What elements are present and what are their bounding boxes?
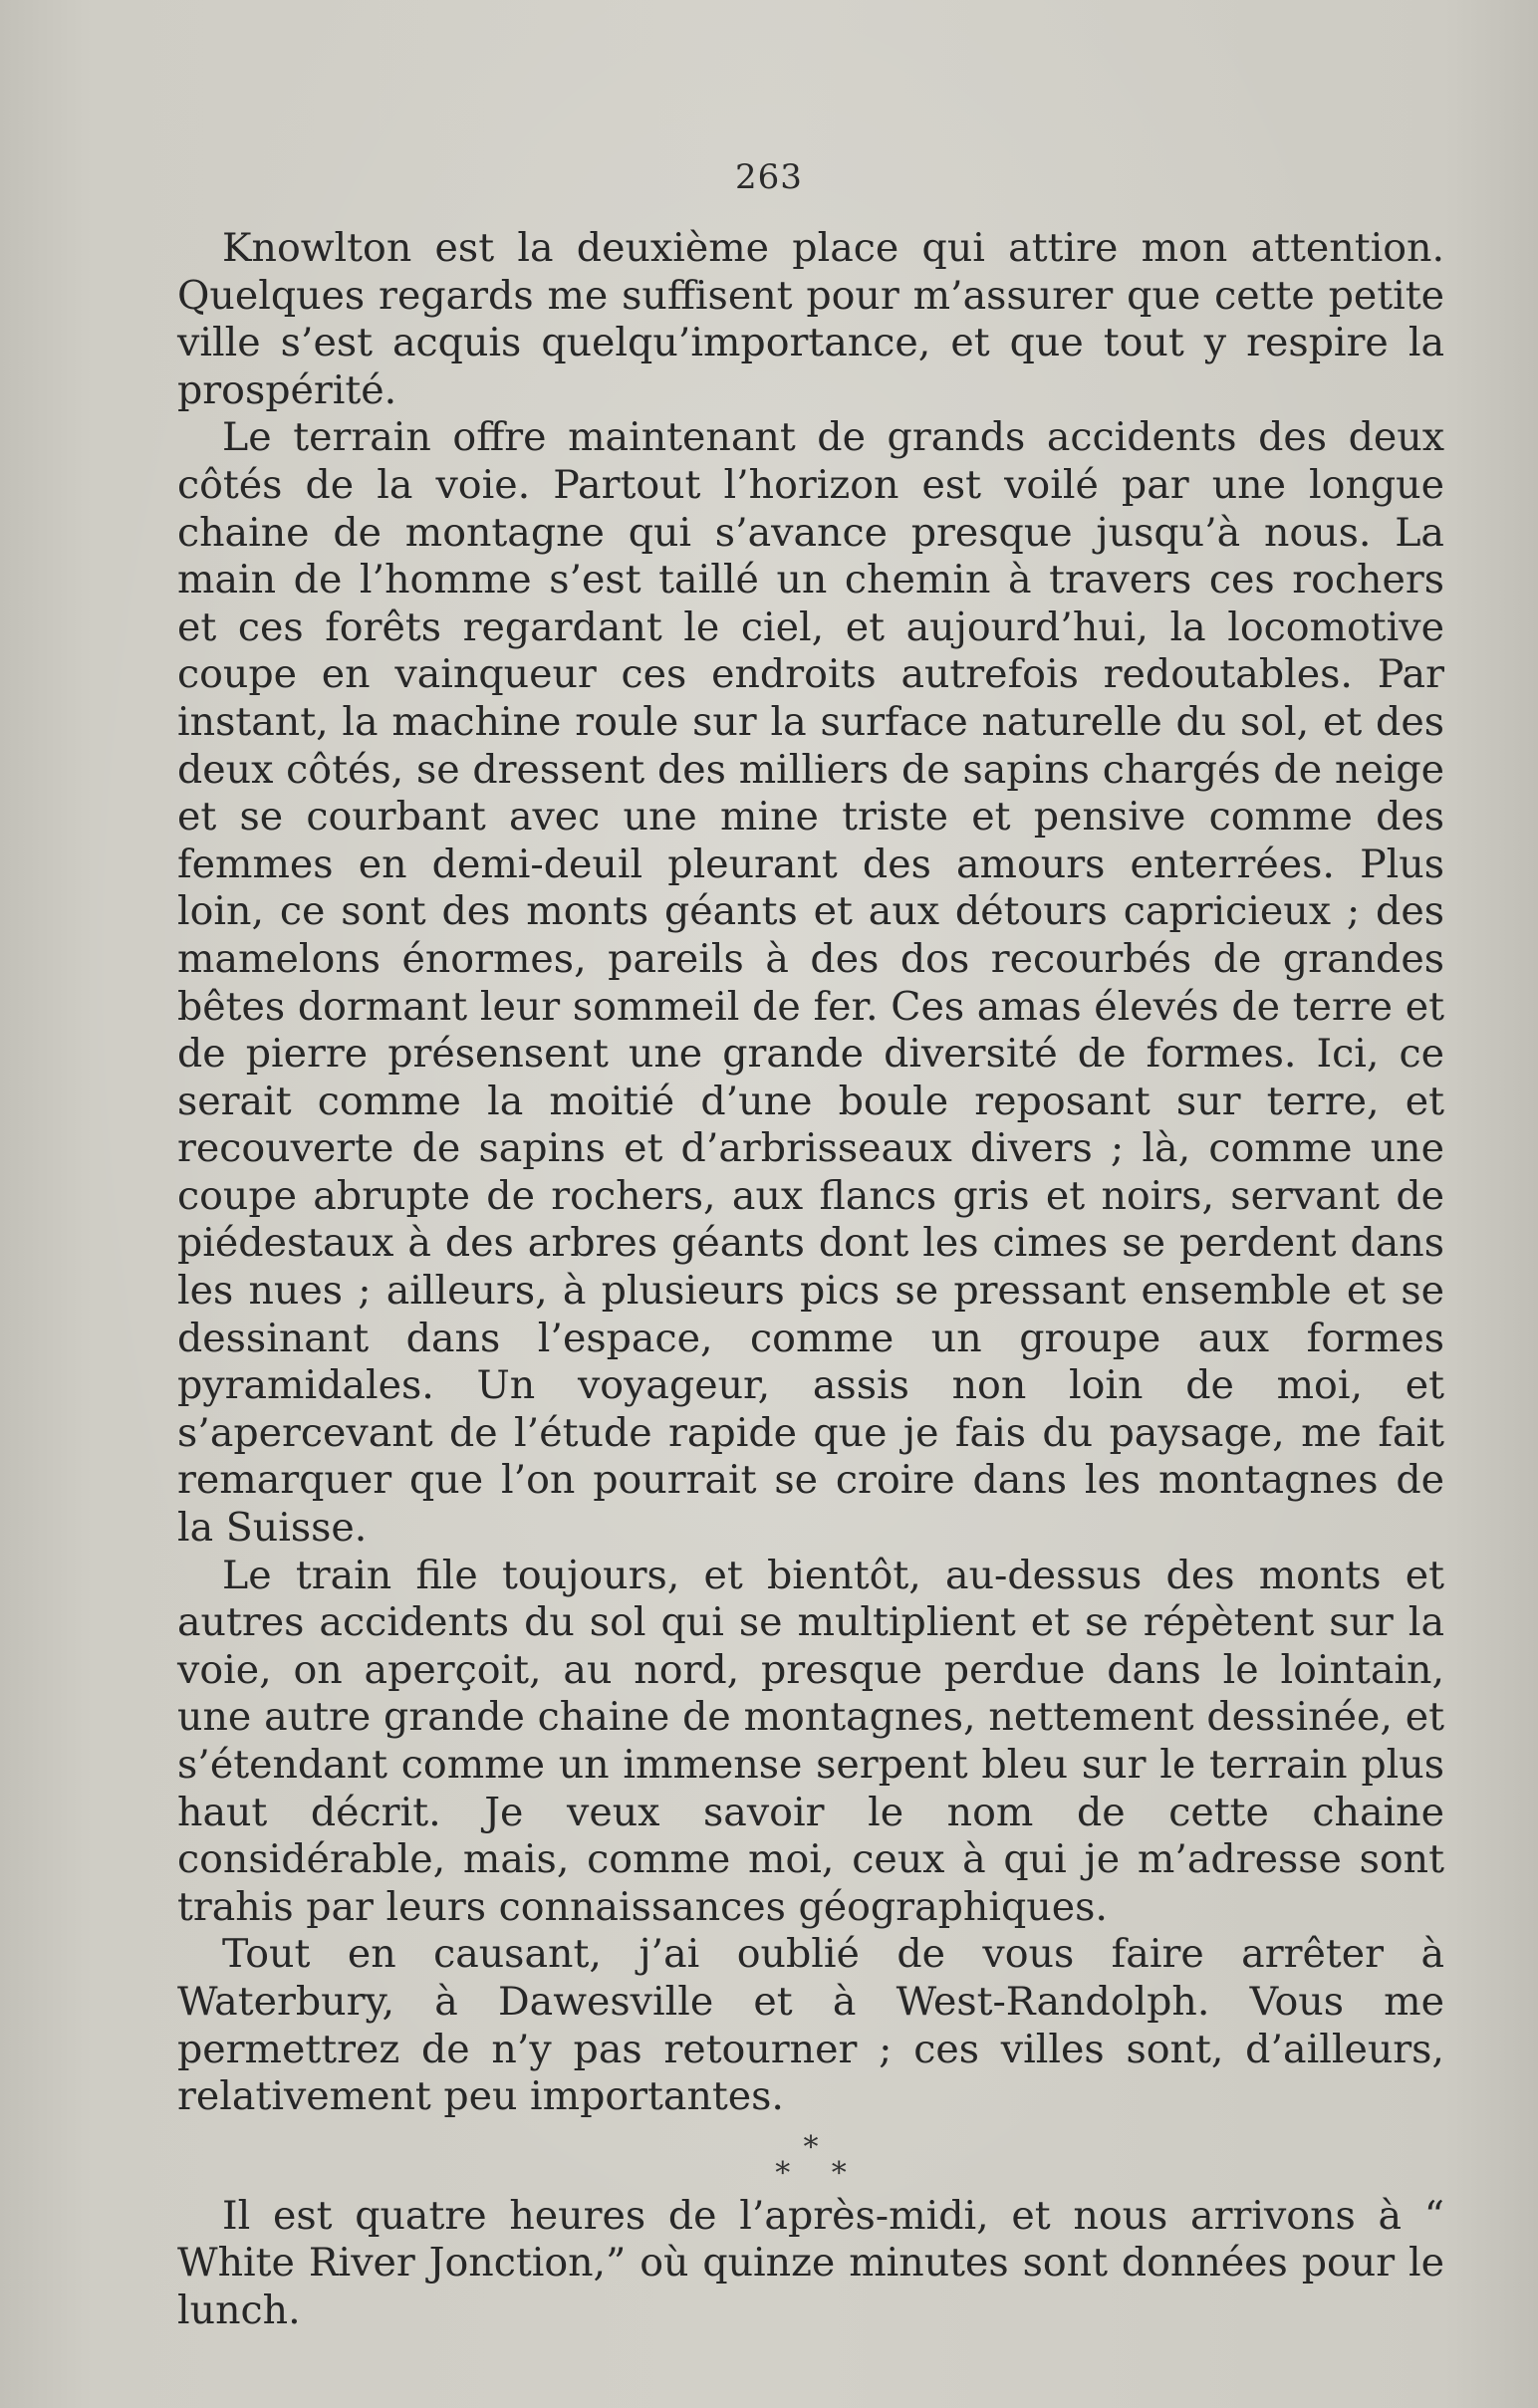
section-break-asterism <box>177 2129 1444 2191</box>
paragraph-knowlton: Knowlton est la deuxième place qui attire mon attention. Quelques regards me suffisent pour m’assurer que cette petite ville s’est acquis quelqu’importance, et que tout y respire la prospérité. <box>177 225 1444 413</box>
asterism-bottom: * * <box>775 2155 863 2191</box>
page-number: 263 <box>735 157 803 197</box>
asterism-top: * <box>803 2129 819 2165</box>
paragraph-arrival: Il est quatre heures de l’après-midi, et nous arrivons à “ White River Jonction,” où quinze minutes sont données pour le lunch. <box>177 2192 1444 2333</box>
page-body <box>177 225 1444 2335</box>
paragraph-terrain: Le terrain offre maintenant de grands accidents des deux côtés de la voie. Partout l’horizon est voilé par une longue chaine de montagne qui s’avance presque jusqu’à nous. La main de l’homme s’est taillé un chemin à travers ces rochers et ces forêts regardant le ciel, et aujourd’hui, la locomotive coupe en vainqueur ces endroits autrefois redoutables. Par instant, la machine roule sur la surface naturelle du sol, et des deux côtés, se dressent des milliers de sapins chargés de neige et se courbant avec une mine triste et pensive comme des femmes en demi-deuil pleurant des amours enterrées. Plus loin, ce sont des monts géants et aux détours capricieux ; des mamelons énormes, pareils à des dos recourbés de grandes bêtes dormant leur sommeil de fer. Ces amas élevés de terre et de pierre présensent une grande diversité de formes. Ici, ce serait comme la moitié d’une boule reposant sur terre, et recouverte de sapins et d’arbrisseaux divers ; là, comme une coupe abrupte de rochers, aux flancs gris et noirs, servant de piédestaux à des arbres géants dont les cimes se perdent dans les nues ; ailleurs, à plusieurs pics se pressant ensemble et se dessinant dans l’espace, comme un groupe aux formes pyramidales. Un voyageur, assis non loin de moi, et s’apercevant de l’étude rapide que je fais du paysage, me fait remarquer que l’on pourrait se croire dans les montagnes de la Suisse. <box>177 414 1444 1552</box>
paragraph-train: Le train file toujours, et bientôt, au-dessus des monts et autres accidents du sol qui se multiplient et se répètent sur la voie, on aperçoit, au nord, presque perdue dans le lointain, une autre grande chaine de montagnes, nettement dessinée, et s’étendant comme un immense serpent bleu sur le terrain plus haut décrit. Je veux savoir le nom de cette chaine considérable, mais, comme moi, ceux à qui je m’adresse sont trahis par leurs connaissances géographiques. <box>177 1552 1444 1930</box>
paragraph-causant: Tout en causant, j’ai oublié de vous faire arrêter à Waterbury, à Dawesville et à West-Randolph. Vous me permettrez de n’y pas retourner ; ces villes sont, d’ailleurs, relativement peu importantes. <box>177 1931 1444 2120</box>
